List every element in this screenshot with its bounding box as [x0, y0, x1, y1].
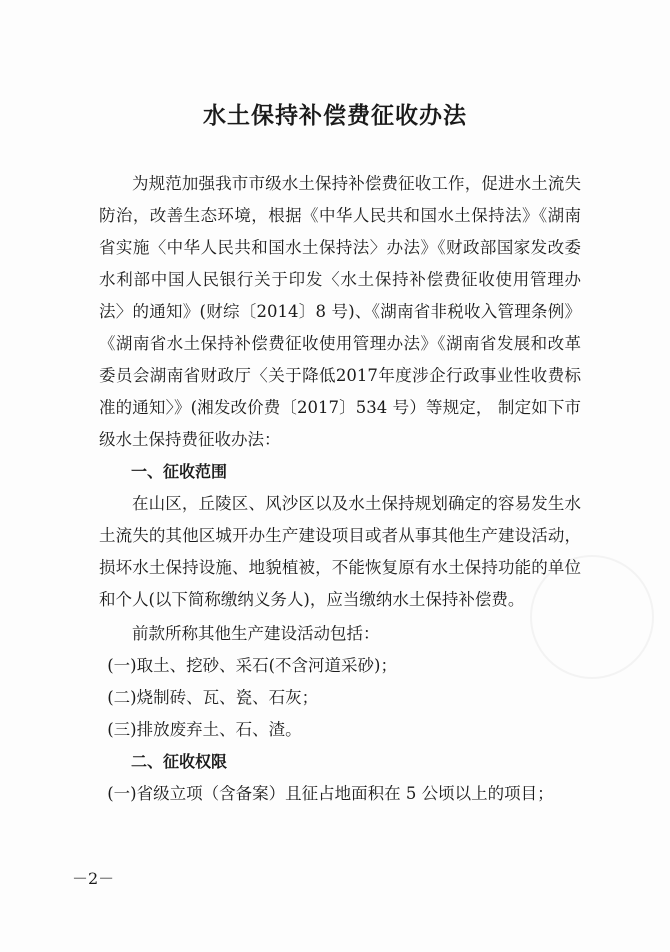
list-item: (二)烧制砖、瓦、瓷、石灰；: [107, 688, 319, 707]
scope-paragraph: 在山区，丘陵区、风沙区以及水土保持规划确定的容易发生水土流失的其他区城开办生产建设项目或者从事其他生产建设活动，损坏水土保持设施、地貌植被，不能恢复原有水土保持功能的单位和个人(以下简称缴纳义务人)，应当缴纳水土保持补偿费。: [99, 494, 581, 609]
page-number: －2－: [72, 869, 115, 888]
document-title: 水土保持补偿费征收办法: [203, 102, 467, 129]
section-heading-scope: 一、征收范围: [131, 462, 228, 481]
activities-intro: 前款所称其他生产建设活动包括：: [132, 624, 380, 643]
list-item: (一)省级立项（含备案）且征占地面积在 5 公顷以上的项目；: [107, 784, 554, 803]
intro-paragraph: 为规范加强我市市级水土保持补偿费征收工作，促进水土流失防治，改善生态环境，根据《中华人民共和国水土保持法》《湖南省实施〈中华人民共和国水土保持法〉办法》《财政部国家发改委水利部中国人民银行关于印发〈水土保持补偿费征收使用管理办法〉的通知》(财综〔2014〕8 号)、《湖南省非税收入管理条例》《湖南省水土保持补偿费征收使用管理办法》《湖南省发展和改革委员会湖南省财政厅〈关于降低2017年度涉企行政事业性收费标准的通知〉》(湘发改价费〔2017〕534 号）等规定， 制定如下市级水土保持费征收办法：: [99, 174, 581, 449]
section-heading-authority: 二、征收权限: [131, 752, 228, 771]
list-item: (一)取土、挖砂、采石(不含河道采砂)；: [107, 656, 397, 675]
document-body: [99, 168, 581, 810]
list-item: (三)排放废弃土、石、渣。: [107, 720, 302, 739]
